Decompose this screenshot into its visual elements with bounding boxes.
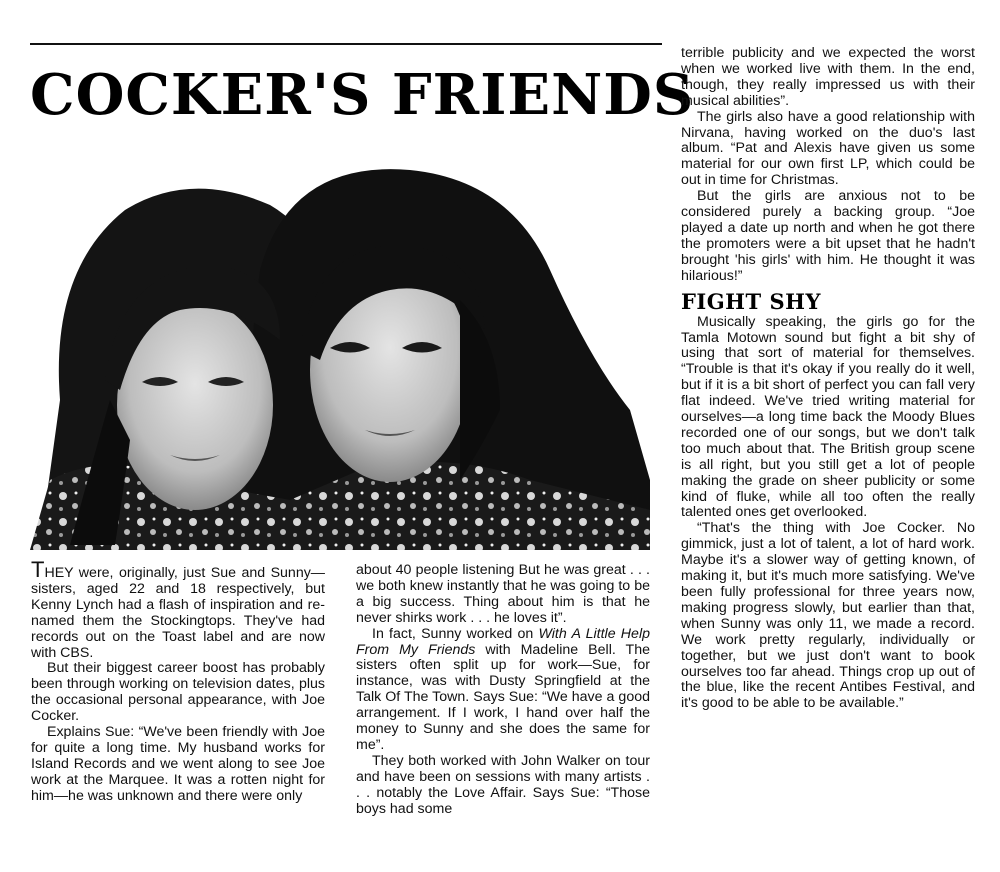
paragraph-text: with Madeline Bell. The sisters often split up for work—Sue, for instance, was with Dusty Springfield at the Talk Of The Town. Says Sue: “We have a good arrangement. If I work, I hand over half the money to Sunny and she does the same for me”. xyxy=(356,641,650,753)
paragraph: “That's the thing with Joe Cocker. No gimmick, just a lot of talent, a lot of hard work. Maybe it's a slower way of getting known, of making it, but it's much more satisfying. We've been fully professional for three years now, making progress slowly, but earlier than that, when Sunny was only 11, we made a record. We work pretty regularly, individually or together, but we just don't want to book ourselves too far ahead. Things crop up out of the blue, like the recent Antibes Festival, and it's good to be able to be available.” xyxy=(681,520,975,712)
paragraph xyxy=(356,627,650,754)
headline-rule xyxy=(30,43,662,45)
photo-two-women-icon xyxy=(30,150,650,550)
paragraph: But their biggest career boost has probably been through working on television dates, plus the occasional personal appearance, with Joe Cocker. xyxy=(31,660,325,725)
article-column-2 xyxy=(356,563,650,818)
song-title: With A Little Help From My Friends xyxy=(356,625,650,658)
paragraph: The girls also have a good relationship with Nirvana, having worked on the duo's last album. “Pat and Alexis have given us some material for our own first LP, which could be out in time for Christmas. xyxy=(681,108,975,189)
article-column-3 xyxy=(681,46,975,712)
paragraph xyxy=(31,557,325,661)
paragraph: They both worked with John Walker on tour and have been on sessions with many artists . . . notably the Love Affair. Says Sue: “Those boys had some xyxy=(356,752,650,817)
paragraph-text: HEY were, originally, just Sue and Sunny—sisters, aged 22 and 18 respectively, but Kenny Lynch had a flash of inspiration and re-named them the Stockingtops. They've had records out on the Toast label and are now with CBS. xyxy=(31,565,325,661)
subheading: FIGHT SHY xyxy=(681,288,821,314)
article-column-1 xyxy=(31,557,325,805)
paragraph: Musically speaking, the girls go for the Tamla Motown sound but fight a bit shy of using that sort of material for themselves. “Trouble is that it's okay if you really do it well, but if it is a bit short of perfect you can fall very flat indeed. We've tried writing material for ourselves—a long time back the Moody Blues recorded one of our songs, but we don't talk too much about that. The British group scene is all right, but you still get a lot of people making the grade on sheer publicity or some kind of fluke, while all too often the really talented ones get overlooked. xyxy=(681,313,975,521)
paragraph: about 40 people listening But he was great . . . we both knew instantly that he was going to be a big success. Thing about him is that he never shirks work . . . he loves it”. xyxy=(356,562,650,626)
paragraph: terrible publicity and we expected the worst when we worked live with them. In the end, though, they really impressed us with their musical abilities”. xyxy=(681,45,975,109)
paragraph-text: In fact, Sunny worked on xyxy=(372,625,539,642)
drop-cap: T xyxy=(31,557,45,582)
paragraph: But the girls are anxious not to be considered purely a backing group. “Joe played a date up north and when he got there the promoters were a bit upset that he hadn't brought 'his girls' with him. He thought it was hilarious!” xyxy=(681,188,975,284)
article-headline: COCKER'S FRIENDS xyxy=(30,62,695,128)
paragraph: Explains Sue: “We've been friendly with Joe for quite a long time. My husband works for Island Records and we went along to see Joe work at the Marquee. It was a rotten night for him—he was unknown and there were only xyxy=(31,724,325,804)
